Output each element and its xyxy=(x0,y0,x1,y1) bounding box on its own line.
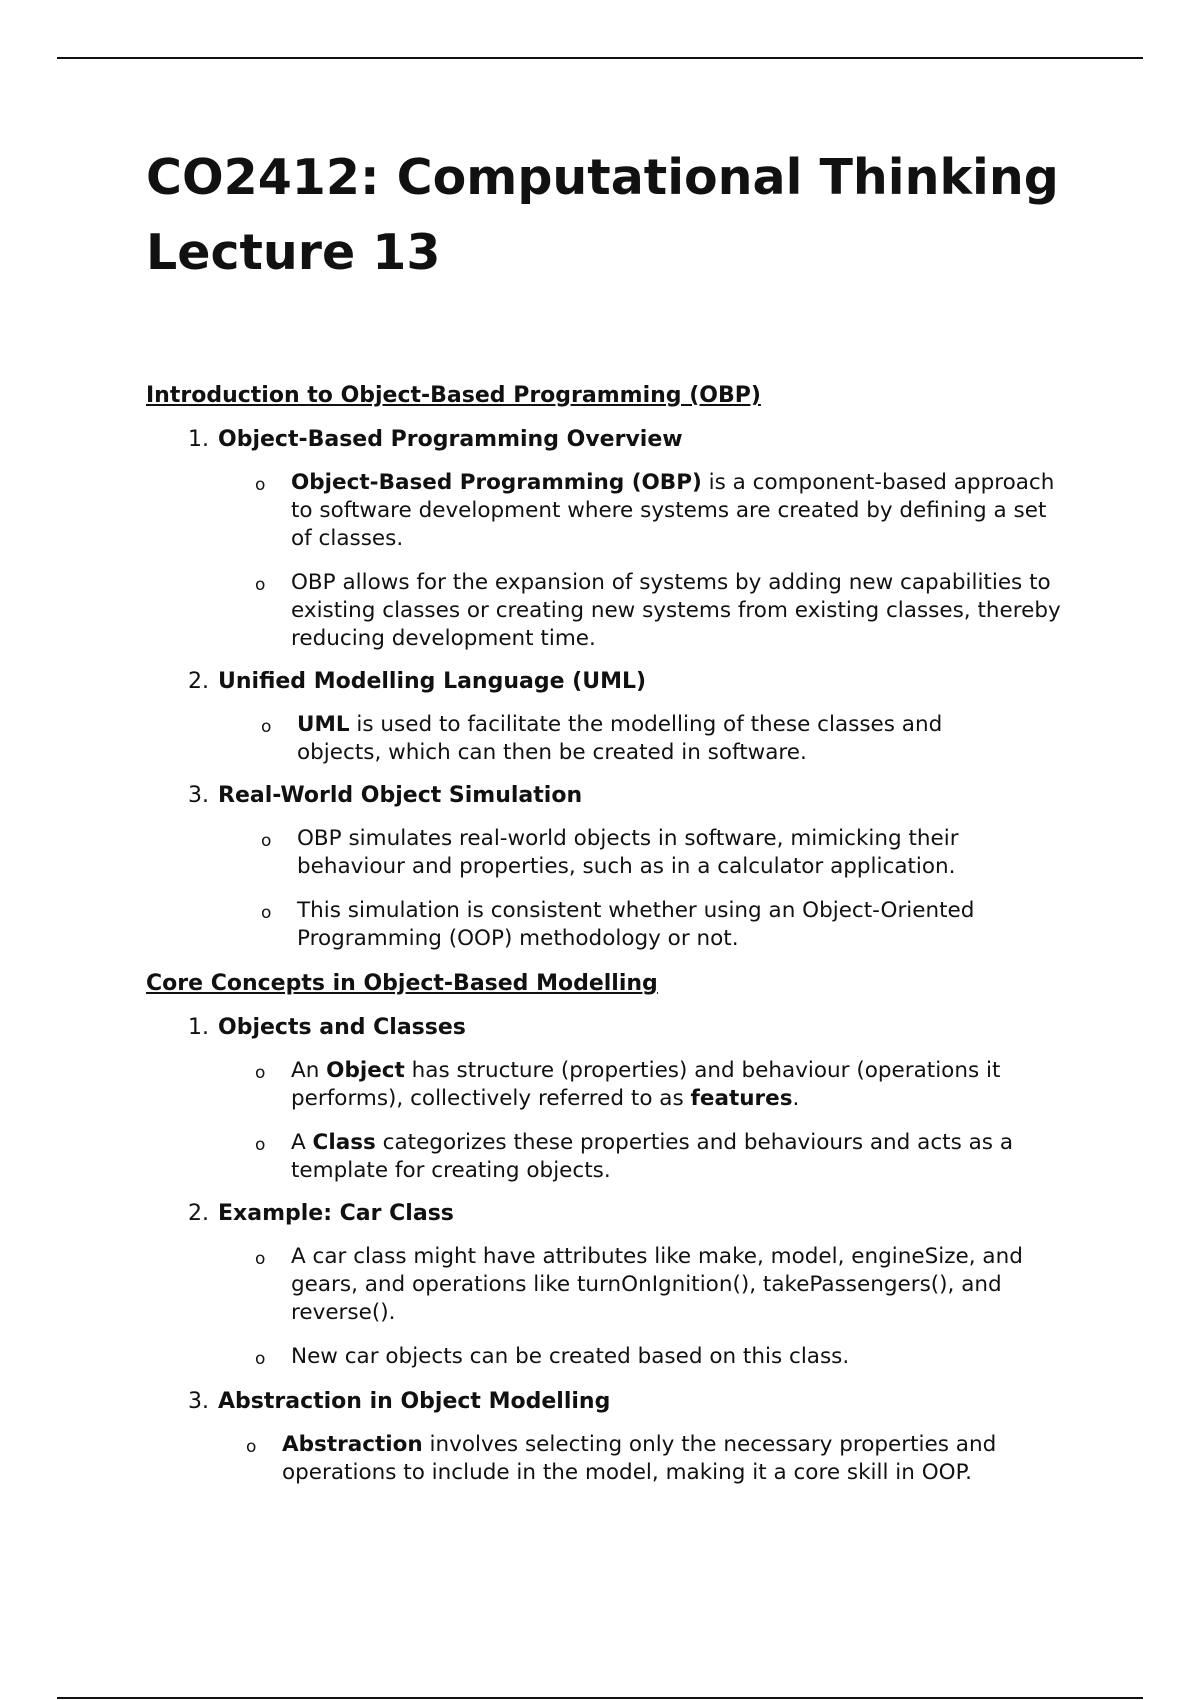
list-item xyxy=(146,711,1066,767)
hollow-bullet-icon: o xyxy=(255,1249,266,1269)
list-item xyxy=(146,897,1066,953)
topic-title: Objects and Classes xyxy=(218,1015,466,1040)
point-text: OBP allows for the expansion of systems by adding new capabilities to existing classes or creating new systems from existing classes, thereby reducing development time. xyxy=(291,570,1061,651)
topic-title: Unified Modelling Language (UML) xyxy=(218,669,647,694)
topic-item xyxy=(146,1199,1066,1373)
hollow-bullet-icon: o xyxy=(255,1349,266,1369)
point-text: New car objects can be created based on this class. xyxy=(291,1344,850,1369)
section-intro-topics xyxy=(146,425,1066,953)
title-line-2: Lecture 13 xyxy=(146,224,441,281)
topic-item xyxy=(146,781,1066,953)
hollow-bullet-icon: o xyxy=(255,575,266,595)
topic-item xyxy=(146,1387,1066,1487)
point-text: is used to facilitate the modelling of these classes and objects, which can then be created in software. xyxy=(297,712,943,765)
topic-item xyxy=(146,1013,1066,1185)
list-item xyxy=(146,1343,1066,1373)
list-item xyxy=(146,469,1066,553)
topic-title: Object-Based Programming Overview xyxy=(218,427,683,452)
topic-title: Real-World Object Simulation xyxy=(218,783,583,808)
bottom-rule xyxy=(57,1697,1143,1699)
topic-title: Abstraction in Object Modelling xyxy=(218,1389,611,1414)
point-text: is a component-based approach to software development where systems are created by defining a set of classes. xyxy=(291,470,1055,551)
hollow-bullet-icon: o xyxy=(255,1135,266,1155)
section-heading-intro: Introduction to Object-Based Programming (OBP) xyxy=(146,383,761,408)
list-item xyxy=(146,825,1066,881)
hollow-bullet-icon: o xyxy=(261,717,272,737)
topic-number: 2. xyxy=(188,669,209,694)
topic-number: 2. xyxy=(188,1201,209,1226)
topic-number: 3. xyxy=(188,1389,209,1414)
section-heading-core-concepts: Core Concepts in Object-Based Modelling xyxy=(146,971,658,996)
bold-term: features xyxy=(690,1086,793,1111)
topic-item xyxy=(146,667,1066,767)
bold-term: Object-Based Programming (OBP) xyxy=(291,470,702,495)
topic-item xyxy=(146,425,1066,653)
list-item: o A Class categorizes these properties and behaviours and acts as a template for creating objects. xyxy=(255,1130,1014,1183)
list-item: o An Object has structure (properties) and behaviour (operations it performs), collectively referred to as features. xyxy=(255,1058,1001,1111)
bold-term: Class xyxy=(312,1130,376,1155)
hollow-bullet-icon: o xyxy=(255,1063,266,1083)
point-text: This simulation is consistent whether using an Object-Oriented Programming (OOP) methodology or not. xyxy=(297,898,975,951)
top-rule xyxy=(57,57,1143,59)
list-item xyxy=(146,1431,1066,1487)
point-text: involves selecting only the necessary properties and operations to include in the model, making it a core skill in OOP. xyxy=(282,1432,997,1485)
hollow-bullet-icon: o xyxy=(246,1437,257,1457)
hollow-bullet-icon: o xyxy=(261,831,272,851)
topic-number: 1. xyxy=(188,427,209,452)
hollow-bullet-icon: o xyxy=(261,903,272,923)
topic-number: 1. xyxy=(188,1015,209,1040)
document-title xyxy=(146,140,1066,290)
point-text: A car class might have attributes like make, model, engineSize, and gears, and operations like turnOnIgnition(), takePassengers(), and reverse(). xyxy=(291,1244,1023,1325)
list-item xyxy=(146,1243,1066,1327)
bold-term: Abstraction xyxy=(282,1432,423,1457)
document-body xyxy=(146,140,1066,1487)
hollow-bullet-icon: o xyxy=(255,475,266,495)
topic-title: Example: Car Class xyxy=(218,1201,454,1226)
topic-number: 3. xyxy=(188,783,209,808)
section-core-topics xyxy=(146,1013,1066,1487)
point-text: OBP simulates real-world objects in software, mimicking their behaviour and properties, such as in a calculator application. xyxy=(297,826,959,879)
bold-term: UML xyxy=(297,712,350,737)
bold-term: Object xyxy=(326,1058,405,1083)
title-line-1: CO2412: Computational Thinking xyxy=(146,149,1059,206)
list-item xyxy=(146,569,1066,653)
